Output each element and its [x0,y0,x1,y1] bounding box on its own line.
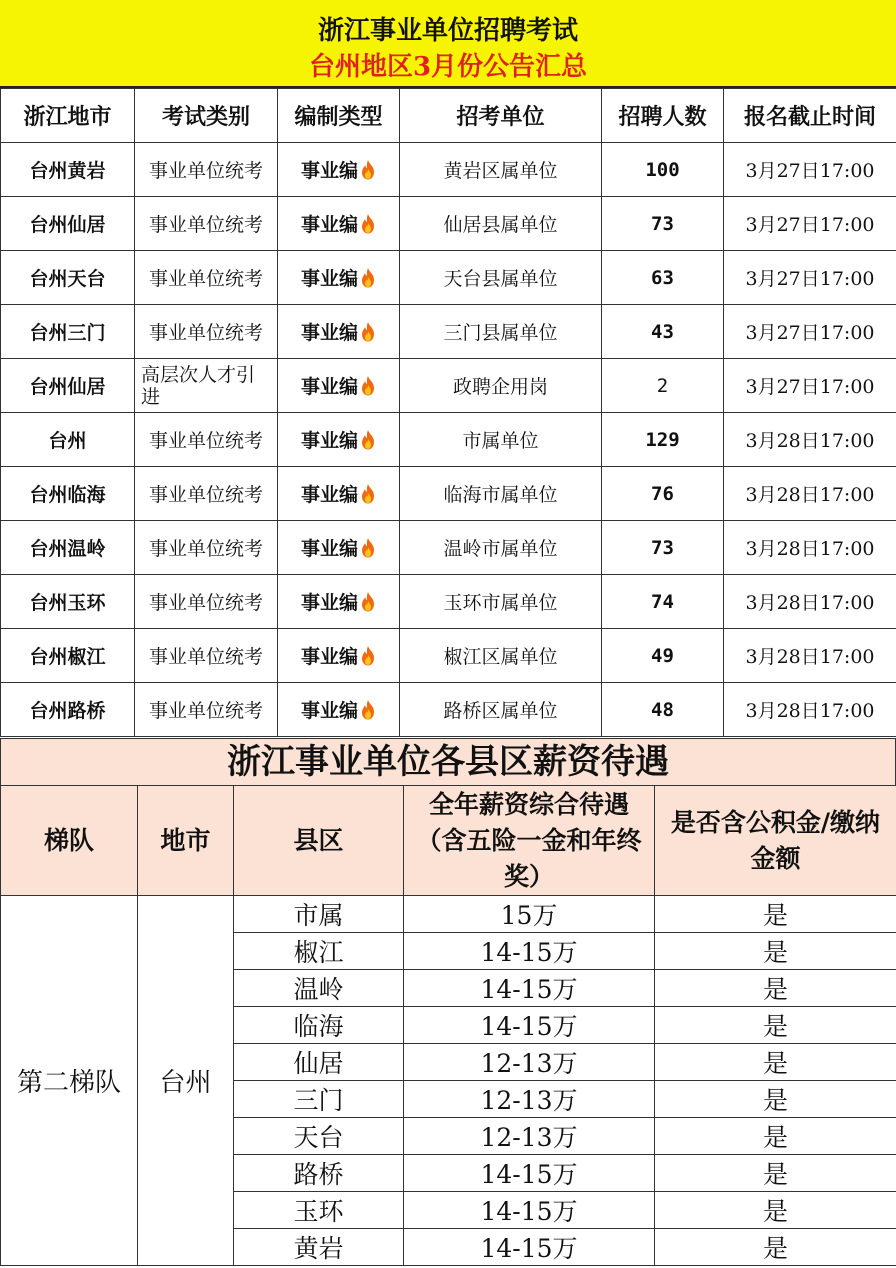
fire-icon [360,430,376,450]
cell-count: 73 [602,521,724,575]
cell-city: 台州仙居 [1,359,135,413]
cell-deadline: 3月27日17:00 [724,359,896,413]
cell-count: 2 [602,359,724,413]
cell-pay: 14-15万 [404,933,655,970]
type-label: 事业编 [300,592,358,614]
cell-fund: 是 [655,1229,896,1266]
type-label: 事业编 [300,376,358,398]
cell-city: 台州 [138,896,234,1266]
cell-district: 玉环 [234,1192,404,1229]
header-category: 考试类别 [135,89,278,143]
cell-type [278,197,400,251]
cell-count: 48 [602,683,724,737]
cell-deadline: 3月27日17:00 [724,197,896,251]
fire-icon [360,268,376,288]
cell-unit: 政聘企用岗 [400,359,602,413]
fire-icon [360,376,376,396]
header-district: 县区 [234,786,404,896]
cell-fund: 是 [655,1081,896,1118]
cell-category: 事业单位统考 [135,305,278,359]
table-row [1,896,896,933]
cell-pay: 14-15万 [404,970,655,1007]
cell-type [278,683,400,737]
fire-icon [360,214,376,234]
cell-deadline: 3月28日17:00 [724,467,896,521]
cell-category: 事业单位统考 [135,629,278,683]
cell-category: 事业单位统考 [135,467,278,521]
cell-type [278,143,400,197]
cell-district: 市属 [234,896,404,933]
cell-count: 43 [602,305,724,359]
cell-district: 路桥 [234,1155,404,1192]
cell-pay: 12-13万 [404,1044,655,1081]
cell-city: 台州玉环 [1,575,135,629]
table-row [1,251,896,305]
cell-district: 椒江 [234,933,404,970]
cell-count: 63 [602,251,724,305]
fire-icon [360,646,376,666]
cell-unit: 温岭市属单位 [400,521,602,575]
banner-title: 浙江事业单位招聘考试 [317,16,578,46]
cell-count: 73 [602,197,724,251]
recruitment-header-row [1,89,896,143]
cell-fund: 是 [655,1192,896,1229]
header-count: 招聘人数 [602,89,724,143]
cell-count: 76 [602,467,724,521]
table-row [1,467,896,521]
cell-pay: 12-13万 [404,1118,655,1155]
cell-deadline: 3月28日17:00 [724,521,896,575]
cell-unit: 仙居县属单位 [400,197,602,251]
fire-icon [360,592,376,612]
cell-unit: 市属单位 [400,413,602,467]
type-label: 事业编 [300,430,358,452]
cell-fund: 是 [655,1118,896,1155]
header-deadline: 报名截止时间 [724,89,896,143]
cell-city: 台州仙居 [1,197,135,251]
cell-city: 台州黄岩 [1,143,135,197]
cell-pay: 15万 [404,896,655,933]
cell-type [278,521,400,575]
table-row [1,197,896,251]
cell-count: 129 [602,413,724,467]
fire-icon [360,538,376,558]
cell-unit: 路桥区属单位 [400,683,602,737]
header-unit: 招考单位 [400,89,602,143]
cell-type [278,305,400,359]
cell-category: 事业单位统考 [135,521,278,575]
table-row [1,575,896,629]
cell-city: 台州路桥 [1,683,135,737]
type-label: 事业编 [300,484,358,506]
recruitment-body [1,143,896,737]
cell-district: 三门 [234,1081,404,1118]
table-row [1,629,896,683]
cell-category: 事业单位统考 [135,143,278,197]
salary-header-row [1,786,896,896]
cell-city: 台州临海 [1,467,135,521]
fire-icon [360,484,376,504]
salary-title: 浙江事业单位各县区薪资待遇 [0,738,896,786]
cell-deadline: 3月28日17:00 [724,683,896,737]
cell-count: 49 [602,629,724,683]
cell-tier: 第二梯队 [1,896,138,1266]
cell-category: 事业单位统考 [135,413,278,467]
table-row [1,413,896,467]
salary-table [0,785,896,1266]
table-row [1,521,896,575]
cell-city: 台州 [1,413,135,467]
banner [0,0,896,88]
type-label: 事业编 [300,268,358,290]
cell-category: 事业单位统考 [135,575,278,629]
cell-district: 天台 [234,1118,404,1155]
cell-type [278,251,400,305]
fire-icon [360,322,376,342]
table-row [1,683,896,737]
cell-city: 台州三门 [1,305,135,359]
cell-fund: 是 [655,933,896,970]
cell-count: 100 [602,143,724,197]
cell-type [278,575,400,629]
cell-pay: 14-15万 [404,1007,655,1044]
header-city: 浙江地市 [1,89,135,143]
cell-pay: 12-13万 [404,1081,655,1118]
cell-fund: 是 [655,970,896,1007]
cell-type [278,629,400,683]
type-label: 事业编 [300,322,358,344]
cell-type [278,359,400,413]
cell-unit: 三门县属单位 [400,305,602,359]
cell-type [278,467,400,521]
cell-district: 温岭 [234,970,404,1007]
cell-city: 台州椒江 [1,629,135,683]
type-label: 事业编 [300,214,358,236]
cell-category: 高层次人才引进 [135,359,278,413]
cell-unit: 临海市属单位 [400,467,602,521]
cell-fund: 是 [655,896,896,933]
cell-pay: 14-15万 [404,1155,655,1192]
table-row [1,305,896,359]
cell-deadline: 3月27日17:00 [724,251,896,305]
table-row [1,359,896,413]
header-fund: 是否含公积金/缴纳金额 [655,786,896,896]
header-pay: 全年薪资综合待遇（含五险一金和年终奖） [404,786,655,896]
cell-pay: 14-15万 [404,1229,655,1266]
type-label: 事业编 [300,646,358,668]
cell-fund: 是 [655,1044,896,1081]
fire-icon [360,160,376,180]
cell-city: 台州天台 [1,251,135,305]
cell-district: 黄岩 [234,1229,404,1266]
cell-fund: 是 [655,1155,896,1192]
type-label: 事业编 [300,160,358,182]
salary-body [1,896,896,1266]
cell-pay: 14-15万 [404,1192,655,1229]
cell-category: 事业单位统考 [135,251,278,305]
cell-unit: 天台县属单位 [400,251,602,305]
cell-district: 临海 [234,1007,404,1044]
cell-district: 仙居 [234,1044,404,1081]
cell-unit: 玉环市属单位 [400,575,602,629]
cell-count: 74 [602,575,724,629]
cell-fund: 是 [655,1007,896,1044]
cell-deadline: 3月27日17:00 [724,305,896,359]
header-city: 地市 [138,786,234,896]
fire-icon [360,700,376,720]
cell-unit: 黄岩区属单位 [400,143,602,197]
cell-deadline: 3月28日17:00 [724,413,896,467]
cell-deadline: 3月28日17:00 [724,629,896,683]
cell-type [278,413,400,467]
table-row [1,143,896,197]
type-label: 事业编 [300,538,358,560]
type-label: 事业编 [300,700,358,722]
header-tier: 梯队 [1,786,138,896]
cell-category: 事业单位统考 [135,683,278,737]
cell-city: 台州温岭 [1,521,135,575]
header-type: 编制类型 [278,89,400,143]
cell-deadline: 3月27日17:00 [724,143,896,197]
cell-category: 事业单位统考 [135,197,278,251]
cell-unit: 椒江区属单位 [400,629,602,683]
recruitment-table [0,88,896,737]
cell-deadline: 3月28日17:00 [724,575,896,629]
banner-subtitle: 台州地区3月份公告汇总 [308,52,588,82]
